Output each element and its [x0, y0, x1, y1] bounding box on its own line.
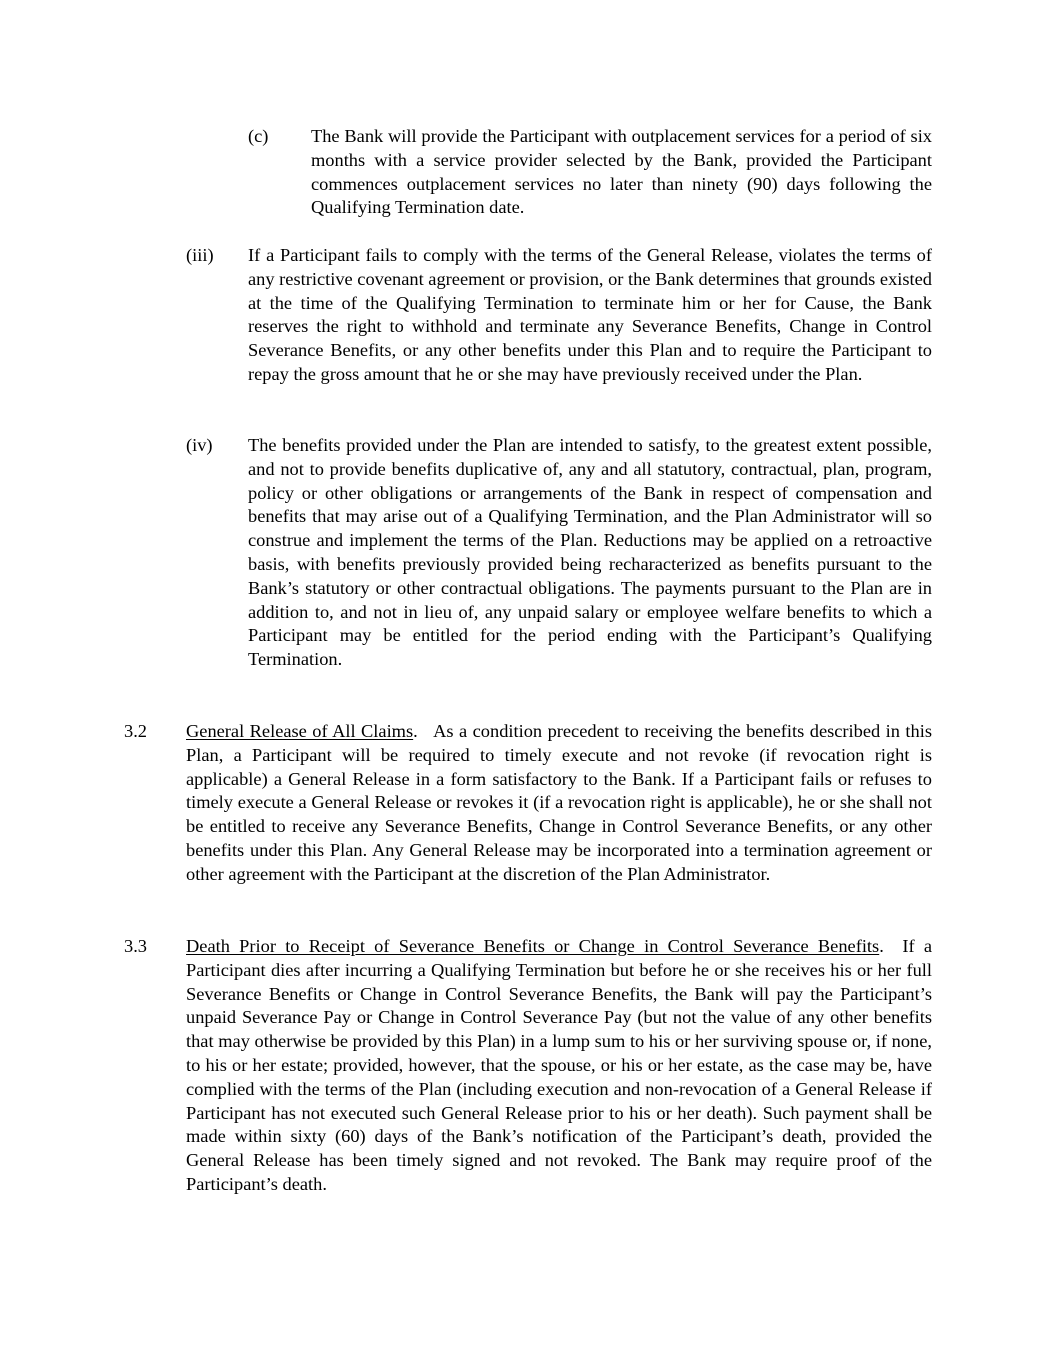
clause-marker: (c) [248, 126, 269, 146]
clause-marker: (iii) [186, 245, 214, 265]
section-number: 3.3 [124, 936, 147, 956]
section-number: 3.2 [124, 721, 147, 741]
heading-period: . [879, 936, 884, 956]
section-text: If a Participant dies after incurring a Qualifying Termination but before he or she receives his or her full Severance Benefits or Change in Control Severance Benefits, the Bank will pay the Participant’s unpaid Severance Pay or Change in Control Severance Pay (but not the value of any other benefits that may otherwise be provided by this Plan) in a lump sum to his or her surviving spouse or, if none, to his or her estate; provided, however, that the spouse, or his or her estate, as the case may be, have complied with the terms of the Plan (including execution and non-revocation of a General Release if Participant has not executed such General Release prior to his or her death). Such payment shall be made within sixty (60) days of the Bank’s notification of the Participant’s death, provided the General Release has been timely signed and not revoked. The Bank may require proof of the Participant’s death. [186, 936, 933, 1194]
clause-text: The benefits provided under the Plan are intended to satisfy, to the greatest extent possible, and not to provide benefits duplicative of, any and all statutory, contractual, plan, program, policy or other obligations or arrangements of the Bank in respect of compensation and benefits that may arise out of a Qualifying Termination, and the Plan Administrator will so construe and implement the terms of the Plan. Reductions may be applied on a retroactive basis, with benefits previously provided being recharacterized as benefits pursuant to the Bank’s statutory or other contractual obligations. The payments pursuant to the Plan are in addition to, and not in lieu of, any unpaid salary or employee welfare benefits to which a Participant may be entitled for the period ending with the Participant’s Qualifying Termination. [248, 435, 932, 670]
section-heading: General Release of All Claims [186, 721, 414, 741]
clause-text: If a Participant fails to comply with the terms of the General Release, violates the terms of any restrictive covenant agreement or provision, or the Bank determines that grounds existed at the time of the Qualifying Termination to terminate him or her for Cause, the Bank reserves the right to withhold and terminate any Severance Benefits, Change in Control Severance Benefits, or any other benefits under this Plan and to require the Participant to repay the gross amount that he or she may have previously received under the Plan. [248, 245, 932, 384]
heading-period: . [413, 721, 418, 741]
section-text: As a condition precedent to receiving the benefits described in this Plan, a Participant will be required to timely execute and not revoke (if revocation right is applicable) a General Release in a form satisfactory to the Bank. If a Participant fails or refuses to timely execute a General Release or revokes it (if a revocation right is applicable), he or she shall not be entitled to receive any Severance Benefits, Change in Control Severance Benefits, or any other benefits under this Plan. Any General Release may be incorporated into a termination agreement or other agreement with the Participant at the discretion of the Plan Administrator. [186, 721, 933, 884]
clause-marker: (iv) [186, 435, 213, 455]
section-heading: Death Prior to Receipt of Severance Benefits or Change in Control Severance Benefits [186, 936, 880, 956]
section-body [186, 720, 932, 887]
section-body [186, 935, 932, 1197]
clause-text: The Bank will provide the Participant with outplacement services for a period of six months with a service provider selected by the Bank, provided the Participant commences outplacement services no later than ninety (90) days following the Qualifying Termination date. [311, 126, 932, 218]
